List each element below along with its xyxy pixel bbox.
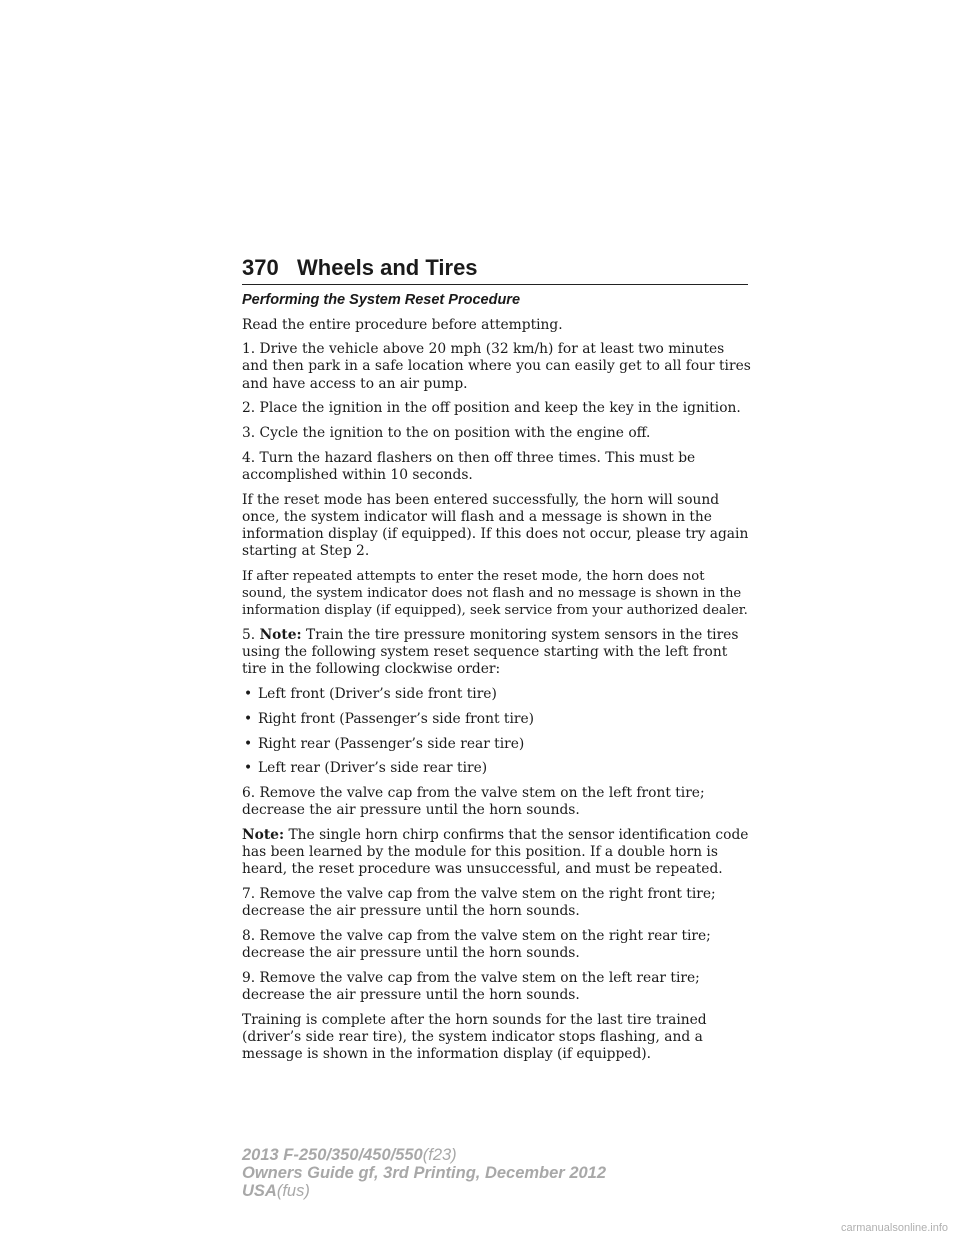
note-paragraph (242, 827, 752, 879)
step-3: 3. Cycle the ignition to the on position with the engine off. (242, 425, 651, 442)
bullet-icon: • (244, 686, 253, 703)
step-2: 2. Place the ignition in the off position and keep the key in the ignition. (242, 400, 741, 417)
step-9: 9. Remove the valve cap from the valve stem on the left rear tire; decrease the air pressure until the horn sounds. (242, 969, 700, 1003)
watermark-text: carmanualsonline.info (840, 1222, 948, 1234)
page-content (242, 292, 752, 1071)
bullet-icon: • (244, 760, 253, 777)
print-footer (242, 1146, 606, 1200)
intro-paragraph: Read the entire procedure before attempting. (242, 316, 563, 333)
footer-line-edition: Owners Guide gf, 3rd Printing, December 2012 (242, 1164, 607, 1182)
step-5-number: 5. (242, 627, 256, 644)
step-5-note-label: Note: (259, 627, 302, 644)
step-5-text: Train the tire pressure monitoring system sensors in the tires using the following system reset sequence starting with the left front tire in the following clockwise order: (242, 627, 739, 678)
bullet-icon: • (244, 710, 253, 727)
bullet-icon: • (244, 735, 253, 752)
reset-failure-paragraph: If after repeated attempts to enter the reset mode, the horn does not sound, the system indicator does not flash and no message is shown in the information display (if equipped), seek service from your authorized dealer. (242, 568, 748, 619)
step-8: 8. Remove the valve cap from the valve stem on the right rear tire; decrease the air pressure until the horn sounds. (242, 927, 711, 962)
list-item: • Right front (Passenger’s side front tire) (244, 710, 534, 727)
note-text: The single horn chirp confirms that the sensor identification code has been learned by the module for this position. If a double horn is heard, the reset procedure was unsuccessful, and must be repeated. (242, 826, 749, 878)
footer-line-region: USA(fus) (242, 1182, 310, 1200)
step-4: 4. Turn the hazard flashers on then off three times. This must be accomplished within 10 seconds. (242, 449, 696, 483)
list-item: • Left rear (Driver’s side rear tire) (244, 760, 488, 777)
chapter-title: Wheels and Tires (297, 255, 478, 280)
closing-paragraph: Training is complete after the horn sounds for the last tire trained (driver’s side rear tire), the system indicator stops flashing, and a message is shown in the information display (if equipped). (242, 1011, 707, 1063)
note-label: Note: (242, 826, 285, 843)
step-1: 1. Drive the vehicle above 20 mph (32 km/h) for at least two minutes and then park in a safe location where you can easily get to all four tires and have access to an air pump. (242, 341, 751, 392)
page-number: 370 (242, 255, 279, 280)
footer-line-model: 2013 F-250/350/450/550(f23) (242, 1146, 457, 1164)
step-6: 6. Remove the valve cap from the valve stem on the left front tire; decrease the air pressure until the horn sounds. (242, 784, 705, 819)
step-5 (242, 627, 752, 679)
page-header (242, 256, 748, 285)
list-item: • Left front (Driver’s side front tire) (244, 686, 497, 703)
reset-success-paragraph: If the reset mode has been entered successfully, the horn will sound once, the system indicator will flash and a message is shown in the information display (if equipped). If this does not occur, please try again starting at Step 2. (242, 491, 749, 560)
list-item: • Right rear (Passenger’s side rear tire) (244, 735, 525, 752)
section-title: Performing the System Reset Procedure (242, 292, 521, 308)
step-7: 7. Remove the valve cap from the valve stem on the right front tire; decrease the air pressure until the horn sounds. (242, 885, 716, 920)
